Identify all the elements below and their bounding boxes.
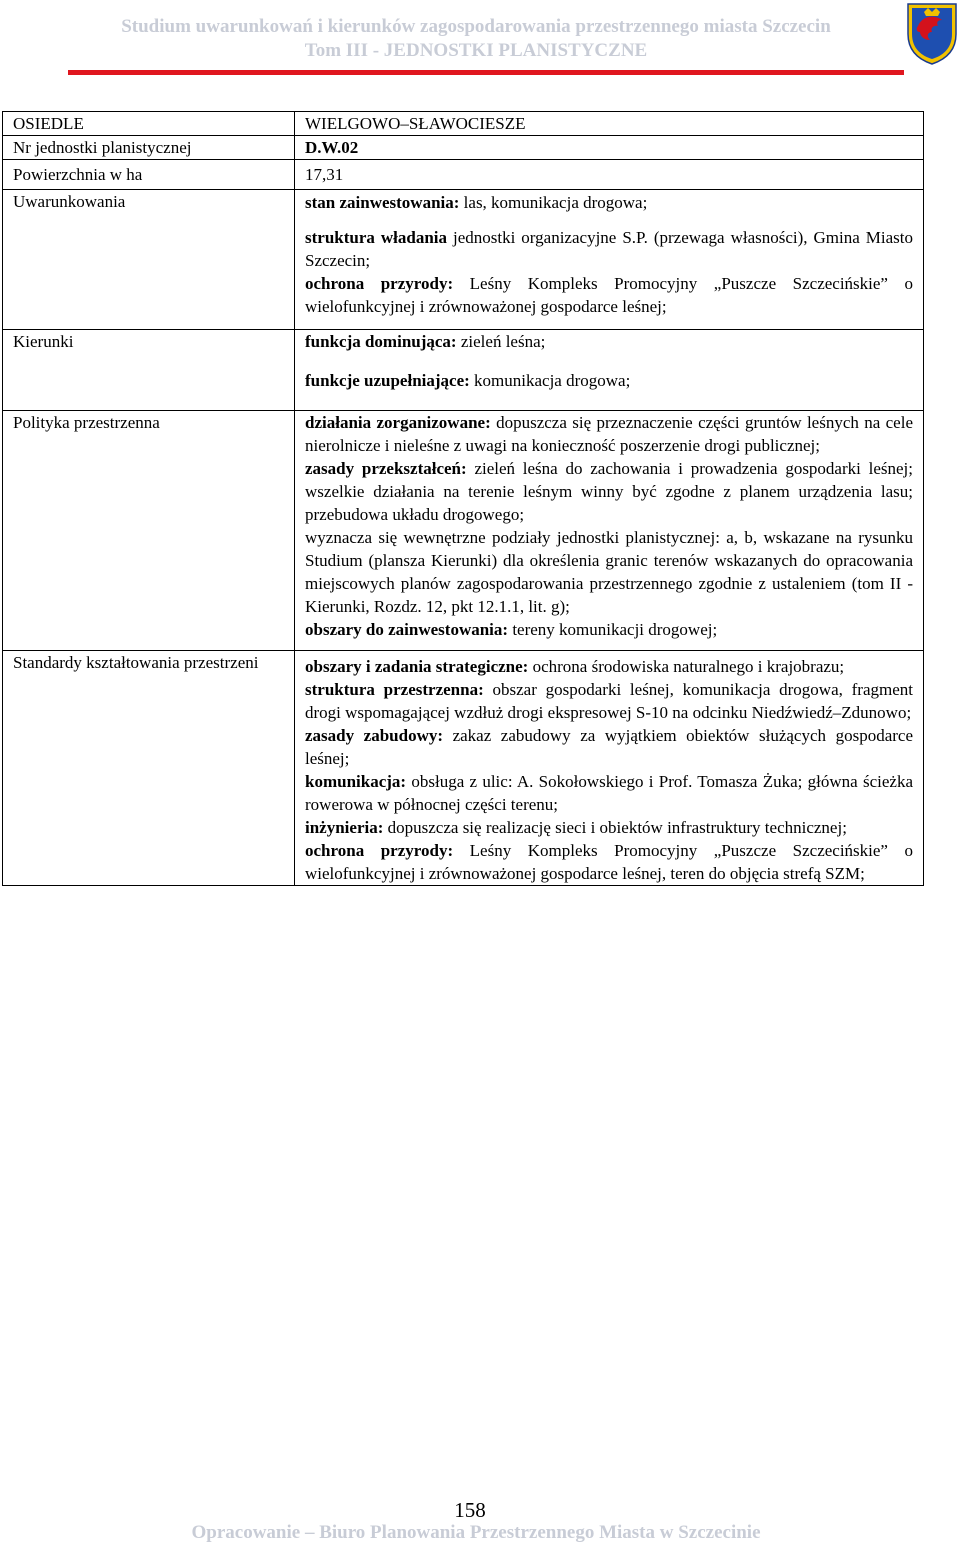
polityka-content <box>295 411 924 651</box>
standardy-content <box>295 651 924 886</box>
table-row <box>3 330 924 411</box>
area-value: 17,31 <box>295 160 924 190</box>
list-item: inżynieria: dopuszcza się realizację sieci i obiektów infrastruktury technicznej; <box>305 818 847 837</box>
page-number: 158 <box>454 1498 486 1522</box>
unit-number: D.W.02 <box>305 138 359 157</box>
osiedle-value: WIELGOWO–SŁAWOCIESZE <box>295 112 924 136</box>
list-item: komunikacja: obsługa z ulic: A. Sokołowskiego i Prof. Tomasza Żuka; główna ścieżka rowerowa w północnej części terenu; <box>305 772 913 814</box>
polityka-label: Polityka przestrzenna <box>3 411 295 651</box>
list-item: obszary i zadania strategiczne: ochrona środowiska naturalnego i krajobrazu; <box>305 657 845 676</box>
table-row <box>3 190 924 330</box>
table-row <box>3 112 924 136</box>
list-item: ochrona przyrody: Leśny Kompleks Promocyjny „Puszcze Szczecińskie” o wielofunkcyjnej i zrównoważonej gospodarce leśnej; <box>305 274 914 316</box>
table-row <box>3 411 924 651</box>
uwarunkowania-content <box>295 190 924 330</box>
header-title: Studium uwarunkowań i kierunków zagospodarowania przestrzennego miasta Szczecin <box>121 16 831 37</box>
osiedle-label: OSIEDLE <box>3 112 295 136</box>
list-item: zasady zabudowy: zakaz zabudowy za wyjątkiem obiektów służących gospodarce leśnej; <box>305 726 913 768</box>
page-header <box>0 0 960 80</box>
unit-value <box>295 136 924 160</box>
list-item: działania zorganizowane: dopuszcza się przeznaczenie części gruntów leśnych na cele nierolnicze i nieleśne z uwagi na konieczność poszerzenie drogi publicznej; <box>305 413 913 455</box>
kierunki-label: Kierunki <box>3 330 295 411</box>
table-row <box>3 160 924 190</box>
planning-unit-table <box>2 111 924 886</box>
list-item: wyznacza się wewnętrzne podziały jednostki planistycznej: a, b, wskazane na rysunku Studium (plansza Kierunki) dla określenia granic terenów wskazanych do opracowania miejscowych planów zagospodarowania przestrzennego zgodnie z ustaleniem (tom II - Kierunki, Rozdz. 12, pkt 12.1.1, lit. g); <box>305 528 913 616</box>
list-item: zasady przekształceń: zieleń leśna do zachowania i prowadzenia gospodarki leśnej; wszelkie działania na terenie leśnym winny być zgodne z planem urządzenia lasu; przebudowa układu drogowego; <box>305 459 913 524</box>
szczecin-coat-of-arms-icon <box>904 0 960 66</box>
standardy-label: Standardy kształtowania przestrzeni <box>3 651 295 886</box>
list-item: ochrona przyrody: Leśny Kompleks Promocyjny „Puszcze Szczecińskie” o wielofunkcyjnej i zrównoważonej gospodarce leśnej, teren do objęcia strefą SZM; <box>305 841 914 883</box>
page-footer: Opracowanie – Biuro Planowania Przestrzennego Miasta w Szczecinie <box>191 1522 761 1543</box>
unit-label: Nr jednostki planistycznej <box>3 136 295 160</box>
list-item: funkcje uzupełniające: komunikacja drogowa; <box>305 371 631 390</box>
table-row <box>3 651 924 886</box>
list-item: struktura władania jednostki organizacyjne S.P. (przewaga własności), Gmina Miasto Szczecin; <box>305 228 913 270</box>
list-item: stan zainwestowania: las, komunikacja drogowa; <box>305 193 648 212</box>
list-item: obszary do zainwestowania: tereny komunikacji drogowej; <box>305 620 718 639</box>
kierunki-content <box>295 330 924 411</box>
list-item: funkcja dominująca: zieleń leśna; <box>305 332 546 351</box>
uwarunkowania-label: Uwarunkowania <box>3 190 295 330</box>
area-label: Powierzchnia w ha <box>3 160 295 190</box>
list-item: struktura przestrzenna: obszar gospodarki leśnej, komunikacja drogowa, fragment drogi wspomagającej wzdłuż drogi ekspresowej S-10 na odcinku Niedźwiedź–Zdunowo; <box>305 680 914 722</box>
header-subtitle: Tom III - JEDNOSTKI PLANISTYCZNE <box>304 40 648 61</box>
header-rule <box>68 70 904 75</box>
table-row <box>3 136 924 160</box>
